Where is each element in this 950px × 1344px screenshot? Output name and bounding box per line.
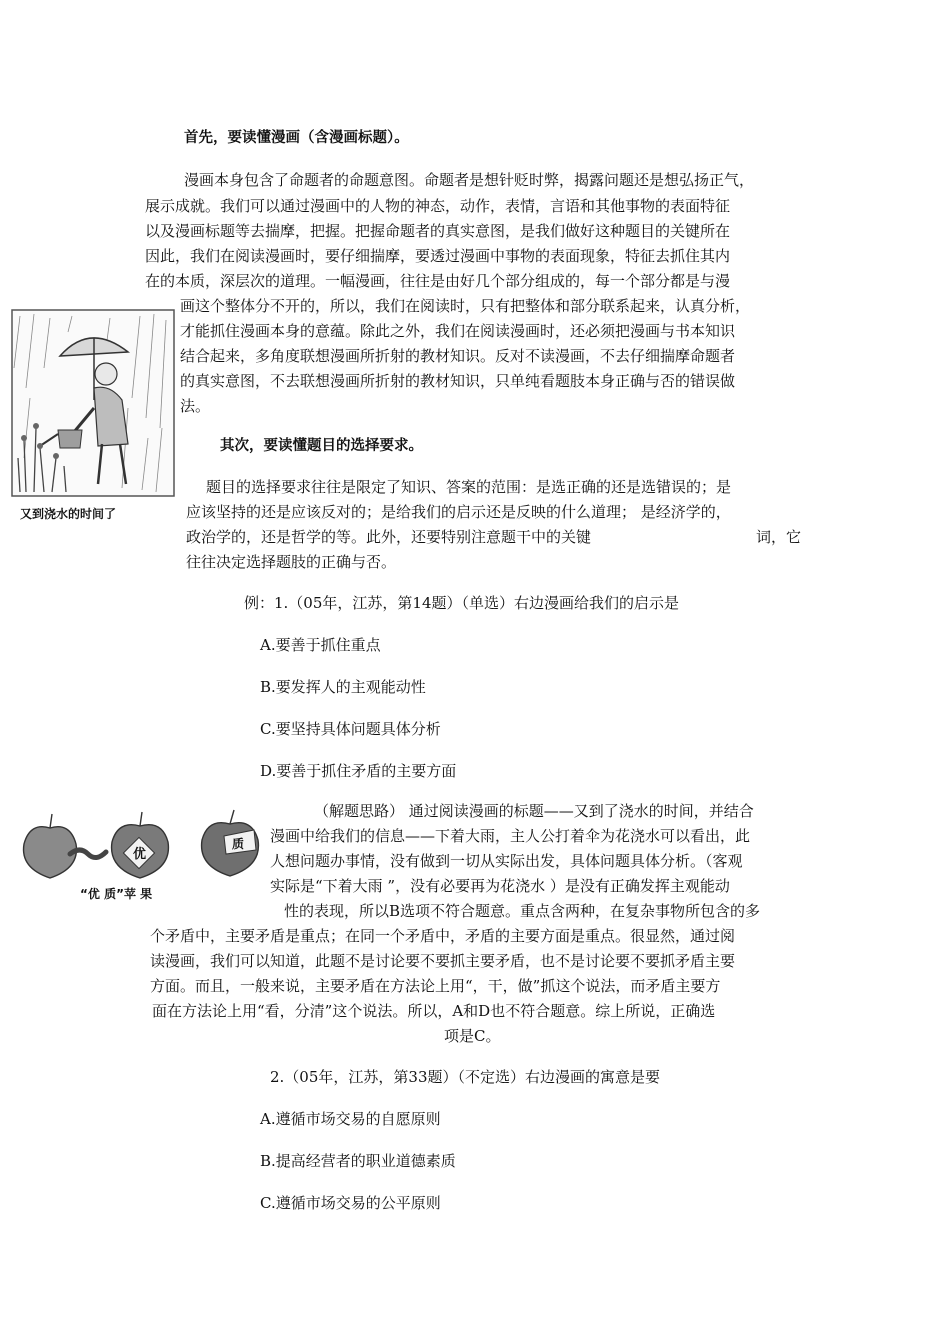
analysis-line: 漫画中给我们的信息——下着大雨，主人公打着伞为花浇水可以看出，此 [270, 827, 751, 845]
paragraph-line: 结合起来，多角度联想漫画所折射的教材知识。反对不读漫画，不去仔细揣摩命题者 [180, 347, 736, 365]
question-2-option-a: A.遵循市场交易的自愿原则 [260, 1110, 441, 1128]
paragraph-line: 才能抓住漫画本身的意蕴。除此之外，我们在阅读漫画时，还必须把漫画与书本知识 [180, 322, 736, 340]
paragraph-line: 词，它 [756, 528, 802, 546]
paragraph-line: 展示成就。我们可以通过漫画中的人物的神态，动作，表情，言语和其他事物的表面特征 [145, 197, 731, 215]
paragraph-line: 政治学的，还是哲学的等。此外，还要特别注意题干中的关键 [186, 528, 592, 546]
analysis-line: 项是C。 [444, 1027, 501, 1045]
analysis-line: 面在方法论上用“看，分清”这个说法。所以，A和D也不符合题意。综上所说，正确选 [152, 1002, 716, 1020]
paragraph-line: 的真实意图，不去联想漫画所折射的教材知识，只单纯看题肢本身正确与否的错误做 [180, 372, 736, 390]
cartoon-watering-illustration [10, 308, 176, 526]
cartoon1-caption: 又到浇水的时间了 [20, 507, 117, 521]
section-heading-2: 其次，要读懂题目的选择要求。 [220, 438, 423, 454]
cartoon-watering-in-rain [10, 308, 176, 526]
question-1-stem: 例：1.（05年，江苏，第14题）（单选）右边漫画给我们的启示是 [244, 594, 679, 612]
paragraph-line: 以及漫画标题等去揣摩，把握。把握命题者的真实意图，是我们做好这种题目的关键所在 [145, 222, 731, 240]
apple-label-2: 质 [232, 837, 245, 851]
analysis-line: 个矛盾中，主要矛盾是重点；在同一个矛盾中，矛盾的主要方面是重点。很显然，通过阅 [150, 927, 736, 945]
paragraph-line: 题目的选择要求往往是限定了知识、答案的范围：是选正确的还是选错误的；是 [206, 478, 732, 496]
analysis-line: 方面。而且，一般来说，主要矛盾在方法论上用“，干，做”抓这个说法，而矛盾主要方 [150, 977, 721, 995]
question-1-option-d: D.要善于抓住矛盾的主要方面 [260, 762, 457, 780]
question-1-option-a: A.要善于抓住重点 [260, 636, 381, 654]
analysis-line: 实际是“下着大雨 ”，没有必要再为花浇水 ）是没有正确发挥主观能动 [270, 877, 730, 895]
analysis-line: 人想问题办事情，没有做到一切从实际出发，具体问题具体分析。（客观 [270, 852, 743, 870]
paragraph-line: 法。 [180, 397, 211, 415]
section-heading-1: 首先，要读懂漫画（含漫画标题）。 [184, 130, 409, 146]
question-1-option-b: B.要发挥人的主观能动性 [260, 678, 426, 696]
analysis-line: 读漫画，我们可以知道，此题不是讨论要不要抓主要矛盾，也不是讨论要不要抓矛盾主要 [150, 952, 736, 970]
apple-label-1: 优 [133, 847, 147, 862]
cartoon-quality-apples [10, 806, 272, 902]
paragraph-line: 因此，我们在阅读漫画时，要仔细揣摩，要透过漫画中事物的表面现象，特征去抓住其内 [145, 247, 731, 265]
paragraph-line: 应该坚持的还是应该反对的；是给我们的启示还是反映的什么道理； 是经济学的， [186, 503, 731, 521]
paragraph-line: 在的本质，深层次的道理。一幅漫画，往往是由好几个部分组成的，每一个部分都是与漫 [145, 272, 731, 290]
question-2-option-b: B.提高经营者的职业道德素质 [260, 1152, 456, 1170]
cartoon2-caption: “优 质”苹 果 [80, 887, 153, 901]
question-2-stem: 2.（05年，江苏，第33题）（不定选）右边漫画的寓意是要 [270, 1068, 660, 1086]
paragraph-line: 漫画本身包含了命题者的命题意图。命题者是想针贬时弊，揭露问题还是想弘扬正气， [184, 171, 755, 189]
paragraph-line: 画这个整体分不开的，所以，我们在阅读时，只有把整体和部分联系起来，认真分析， [180, 297, 751, 315]
paragraph-line: 往往决定选择题肢的正确与否。 [186, 553, 397, 571]
question-2-option-c: C.遵循市场交易的公平原则 [260, 1194, 441, 1212]
apples-illustration [10, 806, 272, 902]
question-1-option-c: C.要坚持具体问题具体分析 [260, 720, 441, 738]
analysis-line: 性的表现，所以B选项不符合题意。重点含两种，在复杂事物所包含的多 [284, 902, 761, 920]
analysis-line: （解题思路） 通过阅读漫画的标题——又到了浇水的时间，并结合 [314, 802, 754, 820]
